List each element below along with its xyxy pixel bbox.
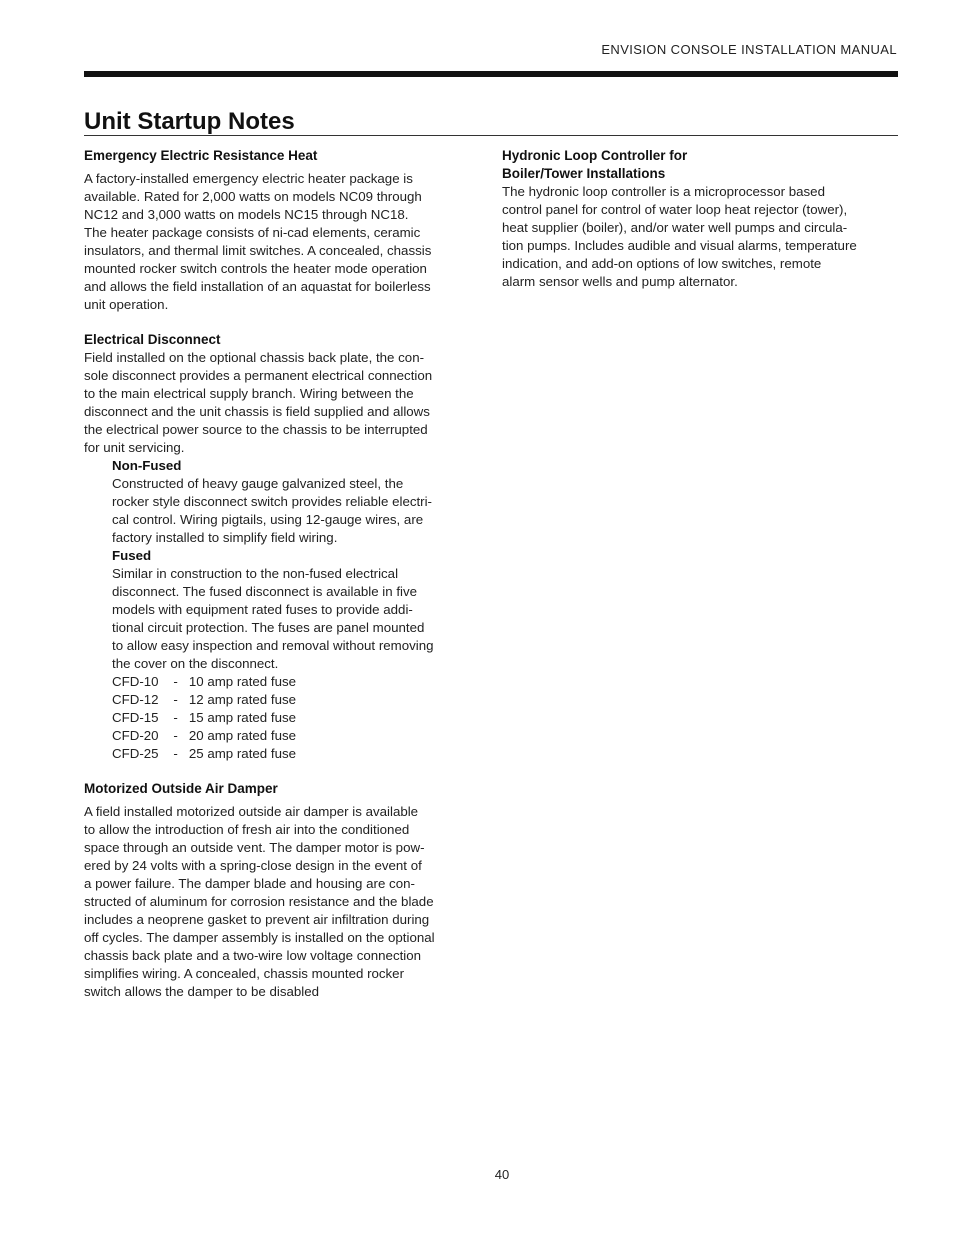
header-rule (84, 71, 898, 77)
section-heading: Hydronic Loop Controller for Boiler/Tower Installations (502, 148, 688, 181)
fuse-model-row: CFD-12 - 12 amp rated fuse (112, 692, 297, 707)
section-electrical-disconnect (84, 331, 480, 763)
section-heading: Electrical Disconnect (84, 332, 221, 347)
left-column (84, 147, 480, 1001)
fuse-model-row: CFD-20 - 20 amp rated fuse (112, 728, 297, 743)
section-hydronic-loop-controller (502, 147, 902, 291)
body-text: A factory-installed emergency electric heater package is available. Rated for 2,000 watts on models NC09 through NC12 and 3,000 watts on models NC15 through NC18. The heater package consists of ni-cad elements, ceramic insulators, and thermal limit switches. A concealed, chassis mounted rocker switch controls the heater mode operation and allows the field installation of an aquastat for boilerless unit operation. (84, 171, 432, 312)
right-column (502, 147, 902, 291)
fused-block (112, 547, 480, 763)
section-air-damper (84, 780, 480, 1001)
fuse-model-row: CFD-15 - 15 amp rated fuse (112, 710, 297, 725)
section-emergency-heat (84, 147, 480, 314)
body-text: The hydronic loop controller is a microprocessor based control panel for control of water loop heat rejector (tower), heat supplier (boiler), and/or water well pumps and circula- tion pumps. Includes audible and visual alarms, temperature indication, and add-on options of low switches, remote alarm sensor wells and pump alternator. (502, 184, 857, 289)
fuse-model-row: CFD-25 - 25 amp rated fuse (112, 746, 297, 761)
body-text: A field installed motorized outside air damper is available to allow the introduction of fresh air into the conditioned space through an outside vent. The damper motor is pow- ered by 24 volts with a spring-close design in the event of a power failure. The damper blade and housing are con- structed of aluminum for corrosion resistance and the blade includes a neoprene gasket to prevent air infiltration during off cycles. The damper assembly is installed on the optional chassis back plate and a two-wire low voltage connection simplifies wiring. A concealed, chassis mounted rocker switch allows the damper to be disabled (84, 804, 435, 999)
body-text: Constructed of heavy gauge galvanized steel, the rocker style disconnect switch provides reliable electri- cal control. Wiring pigtails, using 12-gauge wires, are factory installed to simplify field wiring. (112, 476, 432, 545)
title-rule (84, 135, 898, 136)
fuse-model-list (112, 673, 480, 763)
section-heading: Motorized Outside Air Damper (84, 781, 278, 796)
fuse-model-row: CFD-10 - 10 amp rated fuse (112, 674, 297, 689)
non-fused-block (112, 457, 480, 547)
body-text: Similar in construction to the non-fused electrical disconnect. The fused disconnect is available in five models with equipment rated fuses to provide addi- tional circuit protection. The fuses are panel mounted to allow easy inspection and removal without removing the cover on the disconnect. (112, 566, 434, 671)
page-number: 40 (494, 1167, 510, 1182)
sub-heading: Fused (112, 548, 152, 563)
body-text: Field installed on the optional chassis back plate, the con- sole disconnect provides a permanent electrical connection to the main electrical supply branch. Wiring between the disconnect and the unit chassis is field supplied and allows the electrical power source to the chassis to be interrupted for unit servicing. (84, 350, 433, 455)
page-title: Unit Startup Notes (84, 108, 295, 135)
sub-heading: Non-Fused (112, 458, 182, 473)
section-heading: Emergency Electric Resistance Heat (84, 148, 318, 163)
running-header: ENVISION CONSOLE INSTALLATION MANUAL (601, 42, 897, 57)
